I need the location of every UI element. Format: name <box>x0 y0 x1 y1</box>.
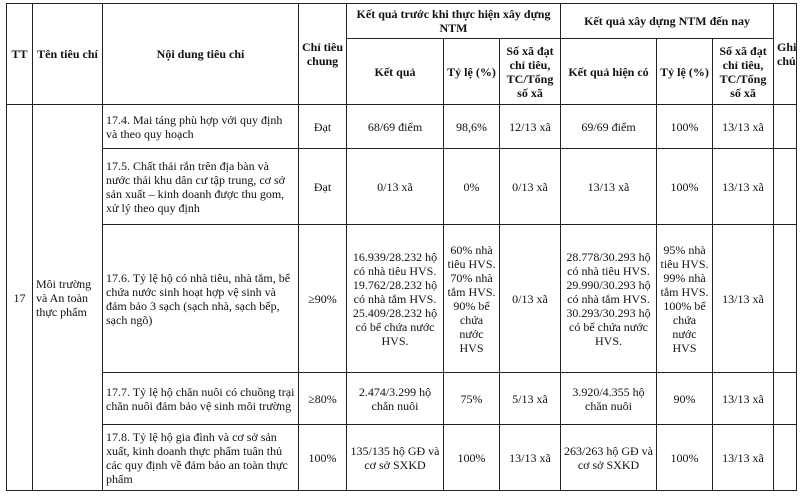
cell-chi-tieu: ≥90% <box>299 225 347 373</box>
header-ghi-chu: Ghi chú <box>774 4 797 105</box>
cell-now-ket-qua: 28.778/30.293 hộ có nhà tiêu HVS. 29.990/30.293 hộ có nhà tắm HVS. 30.293/30.293 hộ có bể chứa nước HVS. <box>561 225 657 373</box>
cell-noi-dung: 17.7. Tỷ lệ hộ chăn nuôi có chuồng trại chăn nuôi đảm bảo vệ sinh môi trường <box>103 373 299 425</box>
cell-ghi-chu <box>774 373 797 425</box>
cell-now-ket-qua: 263/263 hộ GĐ và cơ sở SXKD <box>561 425 657 491</box>
table-row <box>7 105 797 149</box>
header-row-1 <box>7 4 797 39</box>
cell-chi-tieu: Đạt <box>299 105 347 149</box>
cell-before-ket-qua: 135/135 hộ GĐ và cơ sở SXKD <box>347 425 444 491</box>
cell-noi-dung: 17.4. Mai táng phù hợp với quy định và theo quy hoạch <box>103 105 299 149</box>
header-before-ty-le: Tỷ lệ (%) <box>444 39 500 105</box>
cell-now-so-xa: 13/13 xã <box>713 149 774 225</box>
cell-now-so-xa: 13/13 xã <box>713 373 774 425</box>
table-row <box>7 225 797 373</box>
cell-before-ty-le: 0% <box>444 149 500 225</box>
group-name: Môi trường và An toàn thực phẩm <box>33 105 103 491</box>
cell-now-ty-le: 100% <box>657 425 713 491</box>
cell-before-ty-le: 60% nhà tiêu HVS. 70% nhà tắm HVS. 90% bể chứa nước HVS <box>444 225 500 373</box>
cell-before-ket-qua: 16.939/28.232 hộ có nhà tiêu HVS. 19.762/28.232 hộ có nhà tắm HVS. 25.409/28.232 hộ có bể chứa nước HVS. <box>347 225 444 373</box>
cell-now-ket-qua: 3.920/4.355 hộ chăn nuôi <box>561 373 657 425</box>
cell-before-so-xa: 0/13 xã <box>500 149 561 225</box>
header-group-now: Kết quả xây dựng NTM đến nay <box>561 4 774 39</box>
cell-before-so-xa: 13/13 xã <box>500 425 561 491</box>
cell-before-so-xa: 0/13 xã <box>500 225 561 373</box>
header-group-before: Kết quả trước khi thực hiện xây dựng NTM <box>347 4 561 39</box>
cell-before-so-xa: 12/13 xã <box>500 105 561 149</box>
cell-ghi-chu <box>774 225 797 373</box>
cell-chi-tieu: 100% <box>299 425 347 491</box>
header-before-so-xa: Số xã đạt chỉ tiêu, TC/Tổng số xã <box>500 39 561 105</box>
cell-chi-tieu: Đạt <box>299 149 347 225</box>
header-now-so-xa: Số xã đạt chỉ tiêu, TC/Tổng số xã <box>713 39 774 105</box>
cell-now-ket-qua: 69/69 điểm <box>561 105 657 149</box>
cell-now-so-xa: 13/13 xã <box>713 225 774 373</box>
cell-now-ty-le: 100% <box>657 149 713 225</box>
cell-ghi-chu <box>774 149 797 225</box>
cell-ghi-chu <box>774 105 797 149</box>
header-noi-dung: Nội dung tiêu chí <box>103 4 299 105</box>
cell-now-ty-le: 100% <box>657 105 713 149</box>
cell-before-ket-qua: 0/13 xã <box>347 149 444 225</box>
table-row <box>7 149 797 225</box>
criteria-table <box>6 3 797 491</box>
cell-now-ty-le: 90% <box>657 373 713 425</box>
table-row <box>7 373 797 425</box>
cell-before-so-xa: 5/13 xã <box>500 373 561 425</box>
cell-ghi-chu <box>774 425 797 491</box>
header-now-ty-le: Tỷ lệ (%) <box>657 39 713 105</box>
cell-now-ket-qua: 13/13 xã <box>561 149 657 225</box>
cell-now-ty-le: 95% nhà tiêu HVS. 99% nhà tắm HVS. 100% bể chứa nước HVS <box>657 225 713 373</box>
cell-before-ket-qua: 68/69 điểm <box>347 105 444 149</box>
cell-chi-tieu: ≥80% <box>299 373 347 425</box>
cell-noi-dung: 17.6. Tỷ lệ hộ có nhà tiêu, nhà tắm, bể chứa nước sinh hoạt hợp vệ sinh và đảm bảo 3 sạch (sạch nhà, sạch bếp, sạch ngõ) <box>103 225 299 373</box>
cell-noi-dung: 17.8. Tỷ lệ hộ gia đình và cơ sở sản xuất, kinh doanh thực phẩm tuân thủ các quy định về đảm bảo an toàn thực phẩm <box>103 425 299 491</box>
cell-before-ty-le: 75% <box>444 373 500 425</box>
cell-now-so-xa: 13/13 xã <box>713 425 774 491</box>
group-tt: 17 <box>7 105 33 491</box>
header-ten-tieu-chi: Tên tiêu chí <box>33 4 103 105</box>
header-tt: TT <box>7 4 33 105</box>
cell-before-ty-le: 98,6% <box>444 105 500 149</box>
header-chi-tieu-chung: Chỉ tiêu chung <box>299 4 347 105</box>
cell-now-so-xa: 13/13 xã <box>713 105 774 149</box>
cell-noi-dung: 17.5. Chất thải rắn trên địa bàn và nước thải khu dân cư tập trung, cơ sở sản xuất – kinh doanh được thu gom, xử lý theo quy định <box>103 149 299 225</box>
cell-before-ty-le: 100% <box>444 425 500 491</box>
table-row <box>7 425 797 491</box>
header-before-ket-qua: Kết quả <box>347 39 444 105</box>
cell-before-ket-qua: 2.474/3.299 hộ chăn nuôi <box>347 373 444 425</box>
header-now-ket-qua: Kết quả hiện có <box>561 39 657 105</box>
